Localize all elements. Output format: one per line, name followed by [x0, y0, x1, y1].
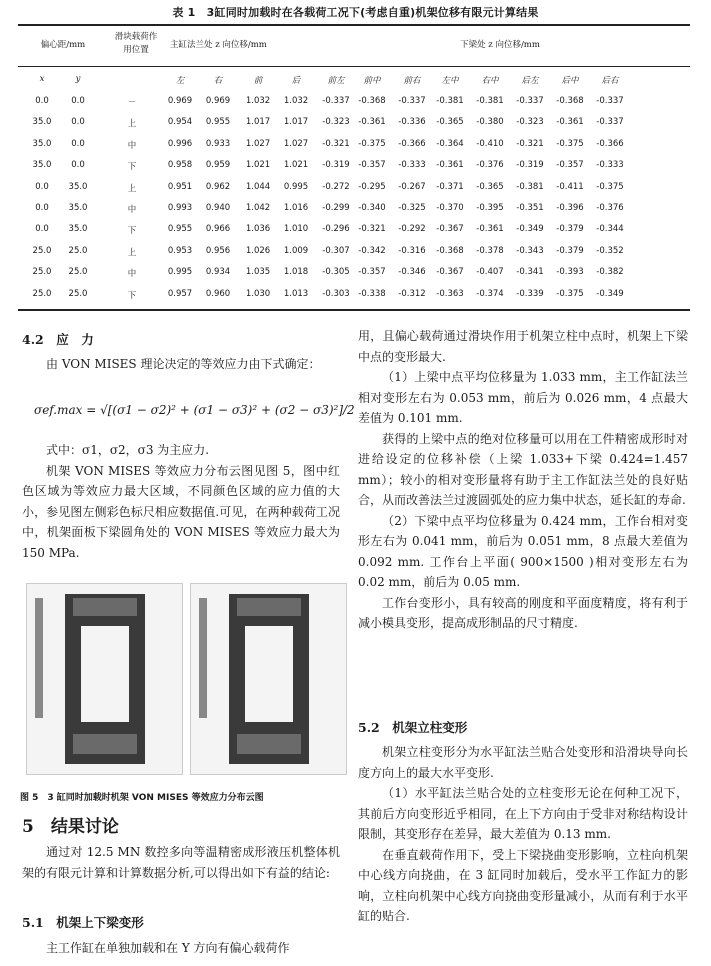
table-cell: -0.296	[322, 224, 350, 235]
table-cell: 中	[127, 269, 137, 280]
sub-header-cell: 左	[175, 76, 185, 86]
section-4-2-title: 4.2 应 力	[22, 332, 94, 347]
table-cell: 0.969	[205, 96, 231, 106]
table-cell: 0.955	[167, 224, 193, 235]
sub-header-cell: 前左	[327, 76, 345, 86]
table-cell: 35.0	[68, 203, 88, 213]
section-5-1-body	[22, 938, 340, 959]
table-cell: 0.0	[35, 203, 49, 213]
section-5-2-body	[358, 742, 688, 927]
stress-contour-image	[191, 584, 346, 774]
table-cell: -0.340	[358, 203, 386, 213]
table-cell: 35.0	[32, 160, 52, 171]
table-cell: -0.364	[436, 138, 464, 149]
table-cell: 中	[127, 205, 137, 215]
table-cell: 1.032	[283, 96, 309, 106]
table-cell: -0.375	[556, 288, 584, 299]
table-cell: 0.996	[167, 138, 193, 149]
table-cell: 25.0	[32, 245, 52, 256]
table-cell: -0.292	[398, 224, 426, 235]
figure-5-caption: 图 5 3 缸同时加载时机架 VON MISES 等效应力分布云图	[20, 793, 264, 803]
table-cell: 0.0	[35, 96, 49, 106]
paragraph: 机架 VON MISES 等效应力分布云图见图 5，图中红色区域为等效应力最大区域，不同颜色区域的应力值的大小，参见图左侧彩色标尺相应数据值.可见，在两种载荷工况中，机架面板下梁圆角处的 VON MISES 等效应力最大为 150 MPa.	[22, 463, 340, 560]
paragraph: （1）水平缸法兰贴合处的立柱变形无论在何种工况下，其前后方向变形近乎相同，在上下方向由于受非对称结构设计限制，其变形存在差异，最大差值为 0.13 mm.	[358, 786, 688, 841]
table-cell: -0.337	[398, 96, 426, 106]
table-cell: 上	[127, 119, 137, 130]
table-cell: 0.956	[205, 245, 231, 256]
table-cell: -0.321	[516, 138, 544, 149]
table-cell: 1.035	[245, 267, 271, 278]
table-cell: 1.042	[245, 203, 271, 213]
table-cell: -0.393	[556, 267, 584, 278]
table-cell: -0.307	[322, 245, 350, 256]
table-cell: -0.395	[476, 203, 504, 213]
stress-contour-figure-left	[26, 583, 183, 775]
sub-header-cell: 右中	[481, 76, 499, 86]
table-cell: 1.027	[283, 138, 309, 149]
table-cell: -0.363	[436, 288, 464, 299]
table-cell: 1.016	[283, 203, 309, 213]
table-cell: -0.343	[516, 245, 544, 256]
sub-header-cell: 右	[213, 76, 223, 86]
table-cell: -0.411	[556, 181, 584, 192]
sub-header-cell: 后左	[521, 76, 539, 86]
col-header-slider: 滑块载荷作用位置	[114, 32, 158, 55]
table-cell: 0.966	[205, 224, 231, 235]
table-cell: -0.299	[322, 203, 350, 213]
sub-header-cell: 后中	[561, 76, 579, 86]
table-cell: -0.323	[516, 117, 544, 128]
paragraph: 由 VON MISES 理论决定的等效应力由下式确定：	[46, 357, 321, 371]
col-header-lower-beam: 下梁处 z 向位移/mm	[460, 40, 540, 50]
col-header-eccentric: 偏心距/mm	[40, 40, 86, 50]
table-cell: 0.934	[205, 267, 231, 278]
table-cell: 1.021	[245, 160, 271, 171]
sub-header-cell: 前	[253, 76, 263, 86]
table-cell: 1.044	[245, 181, 271, 192]
table-cell: -0.361	[358, 117, 386, 128]
section-5-title: 5 结果讨论	[22, 817, 119, 837]
table-cell: 0.933	[205, 138, 231, 149]
table-cell: -0.351	[516, 203, 544, 213]
table-cell: -0.341	[516, 267, 544, 278]
table-cell: -0.267	[398, 181, 426, 192]
table-cell: -0.333	[596, 160, 624, 171]
table-cell: -0.374	[476, 288, 504, 299]
sub-header-cell: x	[39, 74, 45, 84]
table-cell: -0.367	[436, 267, 464, 278]
table-cell: -0.375	[596, 181, 624, 192]
table-cell: -0.368	[358, 96, 386, 106]
table-cell: 上	[127, 183, 137, 194]
table-cell: -0.368	[556, 96, 584, 106]
table-cell: -0.337	[516, 96, 544, 106]
table-cell: -0.352	[596, 245, 624, 256]
table-cell: 中	[127, 140, 137, 151]
table-cell: -0.371	[436, 181, 464, 192]
table-cell: -0.365	[436, 117, 464, 128]
table-cell: 1.036	[245, 224, 271, 235]
table-cell: 0.951	[167, 181, 193, 192]
table-cell: -0.375	[358, 138, 386, 149]
table-cell: -0.337	[596, 117, 624, 128]
table-bottom-rule	[18, 309, 690, 311]
table-cell: 0.995	[283, 181, 309, 192]
table-cell: 0.959	[205, 160, 231, 171]
paragraph: 式中：σ1，σ2，σ3 为主应力.	[46, 443, 210, 457]
table-cell: -0.376	[596, 203, 624, 213]
section-4-2-intro	[22, 354, 340, 375]
table-cell: 35.0	[68, 224, 88, 235]
table-cell: -0.357	[556, 160, 584, 171]
table-cell: -0.370	[436, 203, 464, 213]
table-cell: 0.0	[71, 160, 85, 171]
sub-header-cell: 前中	[363, 76, 381, 86]
table-cell: -0.380	[476, 117, 504, 128]
von-mises-formula: σef.max = √[(σ1 − σ2)² + (σ1 − σ3)² + (σ2 − σ3)²]/2	[34, 403, 355, 417]
table-cell: 0.0	[71, 96, 85, 106]
right-column-top	[358, 326, 688, 634]
table-cell: -0.339	[516, 288, 544, 299]
sub-header-cell: 左中	[441, 76, 459, 86]
table-cell: -0.319	[516, 160, 544, 171]
table-cell: -0.381	[516, 181, 544, 192]
table-cell: 1.021	[283, 160, 309, 171]
table-cell: -0.357	[358, 267, 386, 278]
table-cell: -0.321	[322, 138, 350, 149]
table-cell: -0.325	[398, 203, 426, 213]
table-cell: 0.0	[71, 138, 85, 149]
paragraph: 用，且偏心载荷通过滑块作用于机架立柱中点时，机架上下梁中点的变形最大.	[358, 329, 688, 364]
table-cell: 25.0	[68, 288, 88, 299]
table-cell: 0.0	[35, 224, 49, 235]
table-cell: -0.312	[398, 288, 426, 299]
section-5-2-title: 5.2 机架立柱变形	[358, 720, 468, 735]
table-cell: -0.344	[596, 224, 624, 235]
table-cell: 25.0	[32, 288, 52, 299]
table-cell: 1.009	[283, 245, 309, 256]
table-cell: 1.032	[245, 96, 271, 106]
table-cell: -0.338	[358, 288, 386, 299]
paragraph: 获得的上梁中点的绝对位移量可以用在工件精密成形时对进给设定的位移补偿（上梁 1.033+下梁 0.424=1.457 mm）；较小的相对变形量将有助于主工作缸法兰处的良好贴合，从而改善法兰过渡圆弧处的应力集中状态，延长缸的寿命.	[358, 431, 688, 507]
table-cell: 0.0	[71, 117, 85, 128]
paragraph: （1）上梁中点平均位移量为 1.033 mm，主工作缸法兰相对变形左右为 0.053 mm，前后为 0.026 mm，4 点最大差值为 0.101 mm.	[358, 370, 688, 425]
table-cell: 0.940	[205, 203, 231, 213]
table-cell: 0.954	[167, 117, 193, 128]
table-cell: -0.381	[436, 96, 464, 106]
table-cell: -0.349	[516, 224, 544, 235]
table-cell: 1.017	[283, 117, 309, 128]
section-5-body	[22, 842, 340, 883]
table-cell: 0.962	[205, 181, 231, 192]
table-cell: -0.333	[398, 160, 426, 171]
table-caption: 表 1 3缸同时加载时在各载荷工况下(考虑自重)机架位移有限元计算结果	[172, 6, 539, 19]
table-cell: -0.349	[596, 288, 624, 299]
table-cell: 1.017	[245, 117, 271, 128]
paragraph: 在垂直载荷作用下，受上下梁挠曲变形影响，立柱向机架中心线方向挠曲，在 3 缸同时加载后，受水平工作缸力的影响，立柱向机架中心线方向挠曲变形量减小，从而有利于水平缸的贴合.	[358, 847, 688, 923]
table-cell: -0.303	[322, 288, 350, 299]
table-cell: -0.365	[476, 181, 504, 192]
table-cell: 25.0	[32, 267, 52, 278]
table-cell: -0.272	[322, 181, 350, 192]
table-cell: 1.030	[245, 288, 271, 299]
table-cell: -0.381	[476, 96, 504, 106]
sub-header-cell: 后	[291, 76, 301, 86]
table-cell: -0.337	[322, 96, 350, 106]
paragraph: 机架立柱变形分为水平缸法兰贴合处变形和沿滑块导向长度方向上的最大水平变形.	[358, 745, 688, 780]
table-cell: -0.367	[436, 224, 464, 235]
table-cell: -0.361	[556, 117, 584, 128]
table-cell: 1.013	[283, 288, 309, 299]
table-cell: 25.0	[68, 245, 88, 256]
table-cell: -0.316	[398, 245, 426, 256]
stress-contour-image	[27, 584, 182, 774]
table-cell: -0.366	[596, 138, 624, 149]
table-cell: －	[127, 98, 137, 108]
table-cell: 35.0	[68, 181, 88, 192]
table-cell: -0.361	[476, 224, 504, 235]
table-cell: 0.0	[35, 181, 49, 192]
sub-header-cell: 前右	[403, 76, 421, 86]
table-cell: -0.305	[322, 267, 350, 278]
table-cell: 35.0	[32, 117, 52, 128]
table-cell: 0.993	[167, 203, 193, 213]
table-cell: -0.375	[556, 138, 584, 149]
table-cell: -0.357	[358, 160, 386, 171]
table-cell: 0.957	[167, 288, 193, 299]
table-cell: 上	[127, 247, 137, 258]
table-cell: -0.319	[322, 160, 350, 171]
table-cell: -0.336	[398, 117, 426, 128]
table-cell: -0.376	[476, 160, 504, 171]
table-cell: 1.010	[283, 224, 309, 235]
table-cell: -0.407	[476, 267, 504, 278]
table-cell: -0.346	[398, 267, 426, 278]
table-cell: -0.366	[398, 138, 426, 149]
table-cell: 下	[127, 162, 137, 173]
table-cell: -0.295	[358, 181, 386, 192]
table-cell: 下	[127, 226, 137, 237]
table-cell: -0.379	[556, 245, 584, 256]
table-cell: -0.323	[322, 117, 350, 128]
table-cell: -0.337	[596, 96, 624, 106]
table-cell: 0.995	[167, 267, 193, 278]
stress-contour-figure-right	[190, 583, 347, 775]
paragraph: 主工作缸在单独加载和在 Y 方向有偏心载荷作	[46, 941, 290, 955]
paragraph: 工作台变形小，具有较高的刚度和平面度精度，将有利于减小模具变形，提高成形制品的尺寸精度.	[358, 595, 688, 630]
table-cell: 下	[127, 290, 137, 301]
table-cell: 0.958	[167, 160, 193, 171]
table-cell: 25.0	[68, 267, 88, 278]
table-cell: 1.026	[245, 245, 271, 256]
section-5-1-title: 5.1 机架上下梁变形	[22, 915, 144, 930]
table-cell: -0.361	[436, 160, 464, 171]
table-cell: 1.027	[245, 138, 271, 149]
table-cell: 0.960	[205, 288, 231, 299]
table-header-rule	[18, 66, 690, 67]
table-cell: 0.955	[205, 117, 231, 128]
table-cell: 0.953	[167, 245, 193, 256]
section-4-2-body	[22, 440, 340, 563]
sub-header-cell: y	[75, 74, 81, 84]
table-cell: -0.410	[476, 138, 504, 149]
table-top-rule	[18, 24, 690, 26]
table-cell: -0.342	[358, 245, 386, 256]
table-cell: -0.396	[556, 203, 584, 213]
table-cell: -0.379	[556, 224, 584, 235]
table-cell: -0.382	[596, 267, 624, 278]
col-header-main-cylinder: 主缸法兰处 z 向位移/mm	[170, 40, 267, 50]
table-cell: -0.368	[436, 245, 464, 256]
paragraph: （2）下梁中点平均位移量为 0.424 mm，工作台相对变形左右为 0.041 mm，前后为 0.051 mm，8 点最大差值为 0.092 mm. 工作台上平面( 900×1500 )相对变形左右为 0.02 mm，前后为 0.05 mm.	[358, 513, 688, 589]
table-cell: -0.321	[358, 224, 386, 235]
table-cell: 35.0	[32, 138, 52, 149]
table-cell: -0.378	[476, 245, 504, 256]
paragraph: 通过对 12.5 MN 数控多向等温精密成形液压机整体机架的有限元计算和计算数据分析,可以得出如下有益的结论:	[22, 845, 340, 880]
sub-header-cell: 后右	[601, 76, 619, 86]
table-cell: 1.018	[283, 267, 309, 278]
table-cell: 0.969	[167, 96, 193, 106]
